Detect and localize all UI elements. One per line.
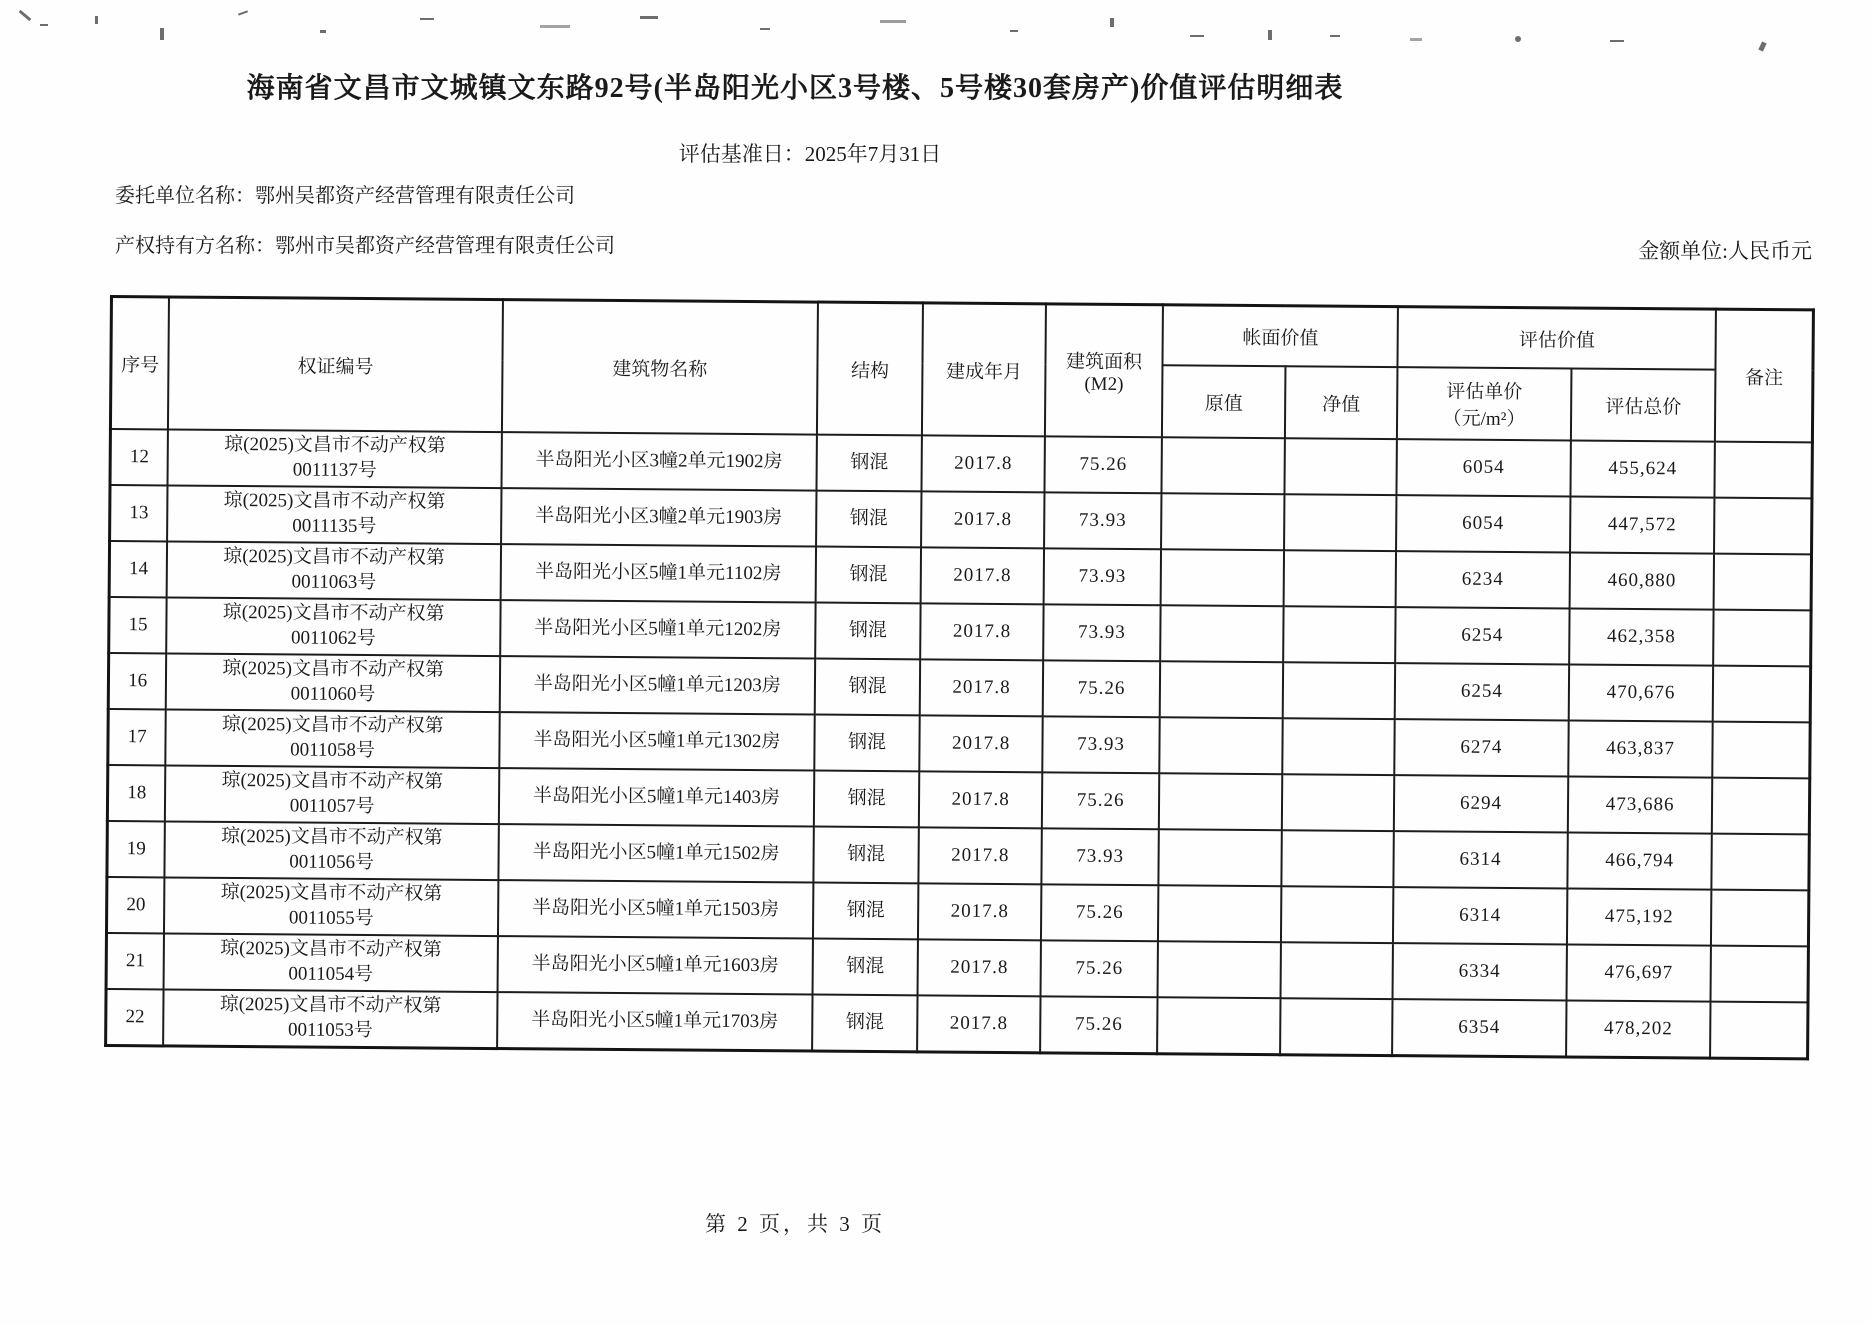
remark-cell bbox=[1713, 722, 1811, 779]
total-price-cell: 463,837 bbox=[1568, 720, 1713, 777]
cert-cell bbox=[166, 709, 500, 768]
header-original-value: 原值 bbox=[1162, 365, 1285, 438]
header-floor-area-unit: (M2) bbox=[1084, 373, 1124, 395]
cert-line-2: 0011053号 bbox=[287, 1019, 373, 1042]
net-value-cell bbox=[1284, 494, 1397, 551]
header-remarks: 备注 bbox=[1715, 309, 1813, 442]
page-number-footer: 第 2 页，共 3 页 bbox=[705, 1212, 885, 1236]
original-value-cell bbox=[1159, 773, 1282, 830]
completion-date-cell: 2017.8 bbox=[921, 603, 1044, 660]
unit-price-cell: 6254 bbox=[1395, 607, 1569, 664]
table-header-row-1 bbox=[111, 297, 1813, 371]
header-floor-area bbox=[1045, 304, 1163, 437]
original-value-cell bbox=[1161, 549, 1284, 606]
unit-price-cell: 6254 bbox=[1395, 663, 1569, 720]
cert-cell bbox=[167, 597, 501, 656]
building-cell: 半岛阳光小区5幢1单元1503房 bbox=[498, 880, 813, 938]
header-unit-price bbox=[1397, 367, 1571, 440]
unit-price-cell: 6234 bbox=[1396, 551, 1570, 608]
net-value-cell bbox=[1281, 886, 1394, 943]
remark-cell bbox=[1714, 610, 1812, 667]
floor-area-cell: 75.26 bbox=[1042, 772, 1160, 829]
unit-price-cell: 6054 bbox=[1397, 439, 1571, 496]
net-value-cell bbox=[1283, 662, 1396, 719]
structure-cell: 钢混 bbox=[813, 827, 919, 884]
cert-line-2: 0011054号 bbox=[288, 963, 374, 986]
building-cell: 半岛阳光小区5幢1单元1403房 bbox=[499, 768, 814, 826]
cert-line-1: 琼(2025)文昌市不动产权第 bbox=[224, 434, 446, 457]
cert-line-1: 琼(2025)文昌市不动产权第 bbox=[223, 490, 446, 513]
header-book-value-group: 帐面价值 bbox=[1163, 305, 1398, 367]
cert-line-2: 0011135号 bbox=[292, 515, 377, 538]
seq-cell: 14 bbox=[109, 541, 167, 597]
structure-cell: 钢混 bbox=[816, 491, 922, 548]
structure-cell: 钢混 bbox=[813, 883, 919, 940]
completion-date-cell: 2017.8 bbox=[919, 827, 1042, 884]
completion-date-cell: 2017.8 bbox=[919, 771, 1042, 828]
unit-price-cell: 6274 bbox=[1394, 719, 1568, 776]
client-unit-value: 鄂州吴都资产经营管理有限责任公司 bbox=[255, 185, 575, 207]
cert-cell bbox=[167, 485, 501, 544]
building-cell: 半岛阳光小区5幢1单元1102房 bbox=[501, 544, 816, 602]
net-value-cell bbox=[1281, 830, 1394, 887]
structure-cell: 钢混 bbox=[814, 715, 920, 772]
floor-area-cell: 75.26 bbox=[1040, 940, 1158, 997]
structure-cell: 钢混 bbox=[812, 995, 918, 1052]
table-body bbox=[106, 429, 1813, 1059]
cert-cell bbox=[167, 541, 501, 600]
completion-date-cell: 2017.8 bbox=[922, 435, 1045, 492]
remark-cell bbox=[1710, 1002, 1808, 1059]
building-cell: 半岛阳光小区5幢1单元1203房 bbox=[500, 656, 815, 714]
header-assessed-value-group: 评估价值 bbox=[1398, 307, 1717, 370]
cert-line-1: 琼(2025)文昌市不动产权第 bbox=[223, 546, 446, 569]
unit-price-cell: 6334 bbox=[1393, 943, 1567, 1000]
unit-price-cell: 6314 bbox=[1394, 831, 1568, 888]
remark-cell bbox=[1714, 554, 1812, 611]
floor-area-cell: 75.26 bbox=[1040, 996, 1158, 1053]
completion-date-cell: 2017.8 bbox=[918, 883, 1041, 940]
header-completion-date: 建成年月 bbox=[922, 303, 1046, 436]
structure-cell: 钢混 bbox=[816, 435, 922, 492]
total-price-cell: 455,624 bbox=[1570, 440, 1715, 497]
original-value-cell bbox=[1160, 605, 1283, 662]
completion-date-cell: 2017.8 bbox=[917, 995, 1040, 1052]
building-cell: 半岛阳光小区5幢1单元1202房 bbox=[500, 600, 815, 658]
valuation-base-date-value: 2025年7月31日 bbox=[804, 142, 942, 166]
unit-price-cell: 6294 bbox=[1394, 775, 1568, 832]
structure-cell: 钢混 bbox=[815, 603, 921, 660]
unit-price-cell: 6354 bbox=[1392, 999, 1566, 1057]
currency-unit-note: 金额单位:人民币元 bbox=[1638, 239, 1812, 263]
header-unit-price-unit: （元/m²） bbox=[1442, 408, 1526, 431]
original-value-cell bbox=[1160, 717, 1283, 774]
valuation-base-date-label: 评估基准日： bbox=[678, 142, 805, 166]
total-price-cell: 466,794 bbox=[1567, 832, 1712, 889]
net-value-cell bbox=[1280, 942, 1393, 999]
building-cell: 半岛阳光小区5幢1单元1603房 bbox=[497, 936, 812, 994]
table-row bbox=[106, 989, 1808, 1059]
table-header bbox=[110, 297, 1813, 443]
cert-line-2: 0011062号 bbox=[290, 627, 376, 650]
cert-cell bbox=[164, 933, 498, 992]
seq-cell: 19 bbox=[107, 821, 165, 877]
header-net-value: 净值 bbox=[1285, 366, 1398, 439]
seq-cell: 22 bbox=[106, 989, 164, 1046]
seq-cell: 17 bbox=[108, 709, 166, 765]
floor-area-cell: 75.26 bbox=[1044, 436, 1162, 493]
client-unit-line bbox=[115, 179, 575, 208]
unit-price-cell: 6054 bbox=[1396, 495, 1570, 552]
remark-cell bbox=[1713, 666, 1811, 723]
original-value-cell bbox=[1157, 997, 1280, 1054]
cert-cell bbox=[165, 765, 499, 824]
cert-cell bbox=[168, 429, 502, 488]
cert-line-1: 琼(2025)文昌市不动产权第 bbox=[219, 994, 442, 1017]
cert-line-2: 0011057号 bbox=[289, 795, 375, 818]
seq-cell: 12 bbox=[110, 429, 168, 485]
building-cell: 半岛阳光小区3幢2单元1902房 bbox=[501, 432, 816, 490]
original-value-cell bbox=[1158, 941, 1281, 998]
building-cell: 半岛阳光小区5幢1单元1502房 bbox=[498, 824, 813, 882]
seq-cell: 13 bbox=[110, 485, 168, 541]
seq-cell: 21 bbox=[106, 933, 164, 989]
header-building-name: 建筑物名称 bbox=[502, 300, 818, 435]
completion-date-cell: 2017.8 bbox=[920, 715, 1043, 772]
valuation-table-wrapper bbox=[104, 295, 1815, 1060]
structure-cell: 钢混 bbox=[815, 547, 921, 604]
structure-cell: 钢混 bbox=[812, 939, 918, 996]
net-value-cell bbox=[1280, 998, 1393, 1055]
floor-area-cell: 73.93 bbox=[1043, 604, 1161, 661]
cert-line-1: 琼(2025)文昌市不动产权第 bbox=[222, 602, 445, 625]
completion-date-cell: 2017.8 bbox=[921, 547, 1044, 604]
net-value-cell bbox=[1284, 438, 1397, 495]
total-price-cell: 478,202 bbox=[1566, 1000, 1711, 1058]
building-cell: 半岛阳光小区5幢1单元1703房 bbox=[497, 992, 812, 1051]
remark-cell bbox=[1715, 442, 1813, 499]
remark-cell bbox=[1711, 946, 1809, 1003]
net-value-cell bbox=[1282, 774, 1395, 831]
seq-cell: 16 bbox=[108, 653, 166, 709]
cert-line-2: 0011060号 bbox=[290, 683, 376, 706]
total-price-cell: 475,192 bbox=[1567, 888, 1712, 945]
total-price-cell: 447,572 bbox=[1570, 496, 1715, 553]
header-unit-price-label: 评估单价 bbox=[1446, 381, 1523, 404]
cert-cell bbox=[166, 653, 500, 712]
valuation-base-date-line bbox=[0, 138, 1620, 168]
remark-cell bbox=[1711, 890, 1809, 947]
floor-area-cell: 75.26 bbox=[1043, 660, 1161, 717]
valuation-detail-table bbox=[104, 295, 1815, 1060]
cert-cell bbox=[163, 989, 497, 1048]
original-value-cell bbox=[1158, 885, 1281, 942]
original-value-cell bbox=[1159, 829, 1282, 886]
cert-line-2: 0011055号 bbox=[288, 907, 374, 930]
header-seq: 序号 bbox=[110, 297, 169, 430]
total-price-cell: 476,697 bbox=[1566, 944, 1711, 1001]
original-value-cell bbox=[1160, 661, 1283, 718]
floor-area-cell: 73.93 bbox=[1043, 548, 1161, 605]
cert-cell bbox=[165, 821, 499, 880]
property-owner-label: 产权持有方名称： bbox=[115, 235, 275, 257]
remark-cell bbox=[1712, 834, 1810, 891]
completion-date-cell: 2017.8 bbox=[918, 939, 1041, 996]
property-owner-value: 鄂州市吴都资产经营管理有限责任公司 bbox=[275, 235, 615, 257]
header-structure: 结构 bbox=[817, 302, 924, 435]
net-value-cell bbox=[1283, 550, 1396, 607]
header-total-price: 评估总价 bbox=[1571, 368, 1716, 441]
document-title: 海南省文昌市文城镇文东路92号(半岛阳光小区3号楼、5号楼30套房产)价值评估明细表 bbox=[246, 73, 1344, 104]
cert-line-1: 琼(2025)文昌市不动产权第 bbox=[220, 826, 443, 849]
cert-line-2: 0011056号 bbox=[289, 851, 375, 874]
header-cert-no: 权证编号 bbox=[168, 297, 503, 432]
seq-cell: 20 bbox=[106, 877, 164, 933]
completion-date-cell: 2017.8 bbox=[921, 491, 1044, 548]
structure-cell: 钢混 bbox=[815, 659, 921, 716]
cert-line-1: 琼(2025)文昌市不动产权第 bbox=[220, 938, 442, 961]
building-cell: 半岛阳光小区3幢2单元1903房 bbox=[501, 488, 816, 546]
unit-price-cell: 6314 bbox=[1393, 887, 1567, 944]
cert-line-2: 0011063号 bbox=[291, 571, 377, 594]
total-price-cell: 470,676 bbox=[1568, 664, 1713, 721]
remark-cell bbox=[1712, 778, 1810, 835]
cert-line-1: 琼(2025)文昌市不动产权第 bbox=[221, 770, 444, 793]
remark-cell bbox=[1714, 498, 1812, 555]
client-unit-label: 委托单位名称： bbox=[115, 185, 255, 207]
header-floor-area-label: 建筑面积 bbox=[1066, 351, 1143, 373]
net-value-cell bbox=[1283, 606, 1396, 663]
floor-area-cell: 73.93 bbox=[1044, 492, 1162, 549]
total-price-cell: 460,880 bbox=[1569, 552, 1714, 609]
structure-cell: 钢混 bbox=[814, 771, 920, 828]
seq-cell: 15 bbox=[109, 597, 167, 653]
original-value-cell bbox=[1162, 437, 1285, 494]
cert-line-1: 琼(2025)文昌市不动产权第 bbox=[220, 882, 443, 905]
total-price-cell: 462,358 bbox=[1569, 608, 1714, 665]
floor-area-cell: 73.93 bbox=[1042, 716, 1160, 773]
cert-line-2: 0011058号 bbox=[290, 739, 376, 762]
seq-cell: 18 bbox=[107, 765, 165, 821]
cert-line-2: 0011137号 bbox=[292, 459, 377, 482]
cert-line-1: 琼(2025)文昌市不动产权第 bbox=[221, 714, 444, 737]
floor-area-cell: 73.93 bbox=[1041, 828, 1159, 885]
building-cell: 半岛阳光小区5幢1单元1302房 bbox=[499, 712, 814, 770]
total-price-cell: 473,686 bbox=[1568, 776, 1713, 833]
net-value-cell bbox=[1282, 718, 1395, 775]
cert-line-1: 琼(2025)文昌市不动产权第 bbox=[222, 658, 445, 681]
floor-area-cell: 75.26 bbox=[1041, 884, 1159, 941]
completion-date-cell: 2017.8 bbox=[920, 659, 1043, 716]
cert-cell bbox=[164, 877, 498, 936]
original-value-cell bbox=[1161, 493, 1284, 550]
